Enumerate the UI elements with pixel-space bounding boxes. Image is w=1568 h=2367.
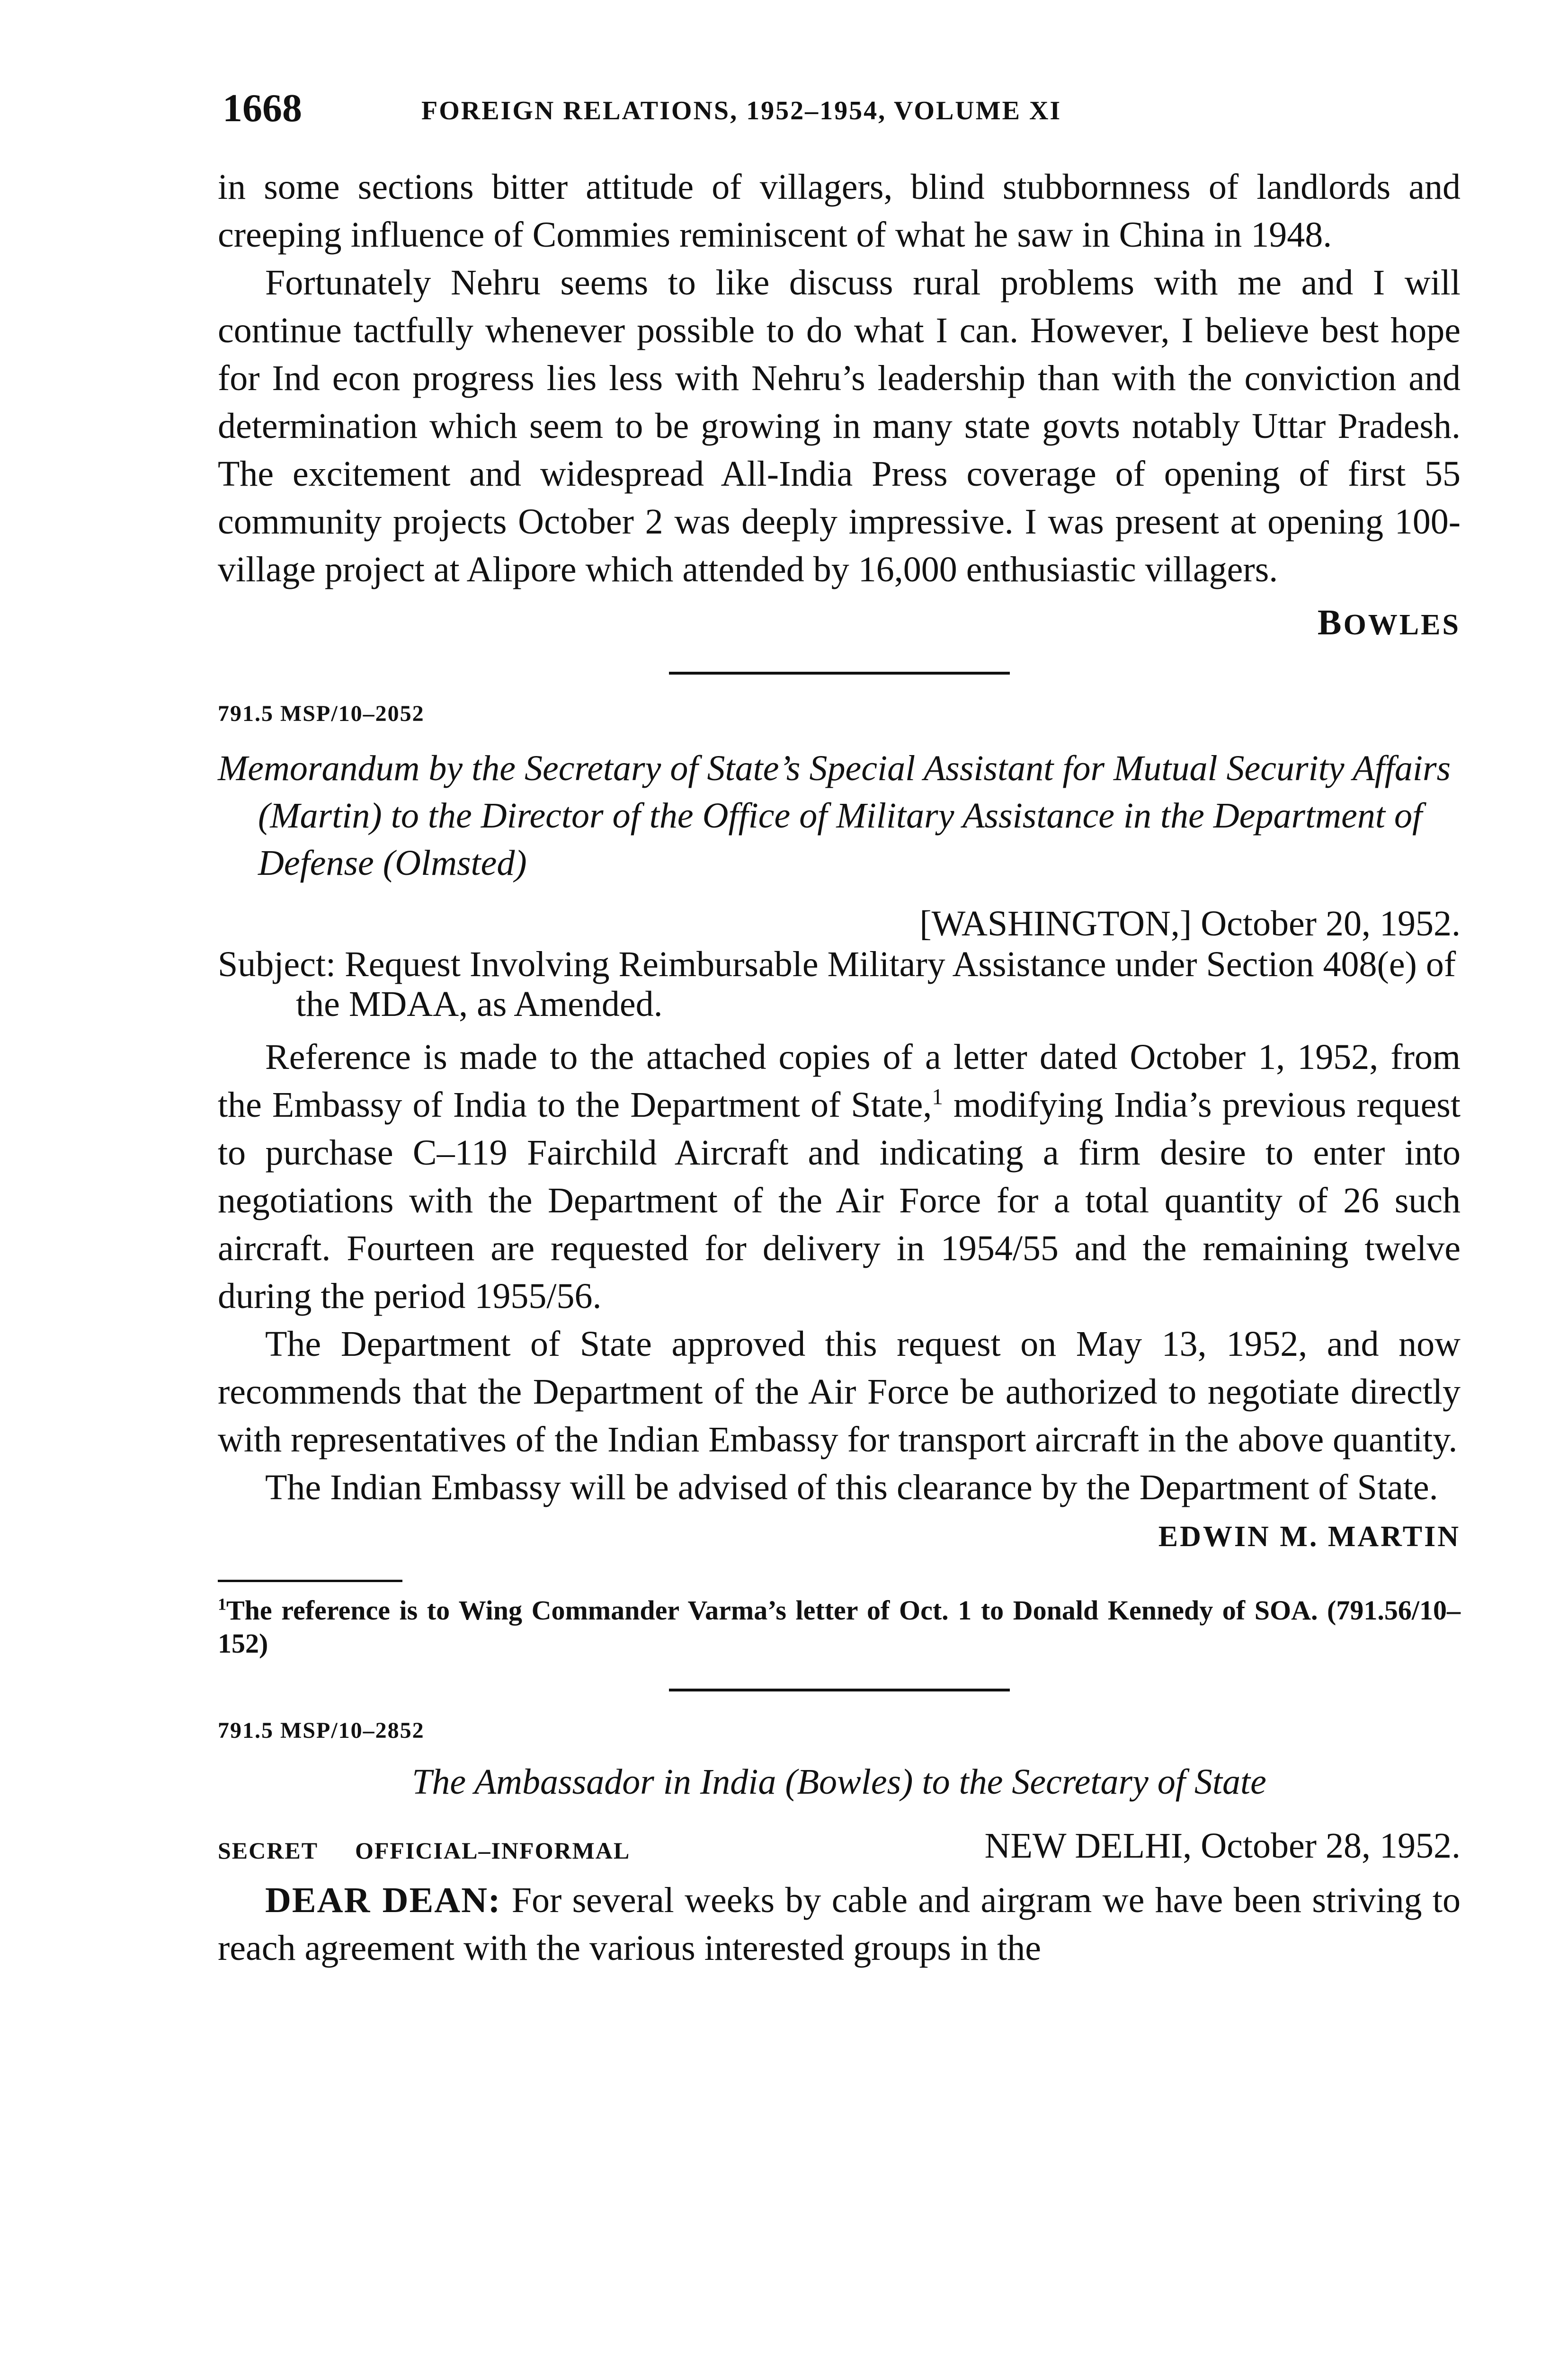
doc2-title: Memorandum by the Secretary of State’s Special Assistant for Mutual Security Affairs (Martin) to the Director of the Office of Military Assistance in the Department of Defense (Olmsted)	[218, 748, 1451, 883]
footnote-mark: 1	[218, 1594, 226, 1614]
doc2-paragraph-3: The Indian Embassy will be advised of this clearance by the Department of State.	[265, 1468, 1438, 1507]
doc3-dateline-date: October 28, 1952.	[1201, 1826, 1461, 1866]
footnote-text: The reference is to Wing Commander Varma’s letter of Oct. 1 to Donald Kennedy of SOA. (791.56/10–152)	[218, 1595, 1461, 1659]
doc3-dateline-place: NEW DELHI,	[984, 1826, 1192, 1866]
doc2-dateline-place: [WASHINGTON,]	[919, 904, 1192, 943]
footnote-reference: 1	[932, 1085, 943, 1110]
doc2-file-number: 791.5 MSP/10–2052	[218, 701, 425, 726]
doc3-classification-line	[218, 1822, 1461, 1874]
doc2-paragraph-1	[218, 1033, 1461, 1320]
doc2-paragraph-1-b: modifying India’s previous request to purchase C–119 Fairchild Aircraft and indicating a firm desire to enter into negotiations with the Department of the Air Force for a total quantity of 26 such aircraft. Fourteen are requested for delivery in 1954/55 and the remaining twelve during the period 1955/56.	[218, 1085, 1461, 1316]
doc1-paragraph-2: Fortunately Nehru seems to like discuss rural problems with me and I will continue tactfully whenever possible to do what I can. However, I believe best hope for Ind econ progress lies less with Nehru’s leadership than with the conviction and determination which seem to be growing in many state govts notably Uttar Pradesh. The excitement and widespread All-India Press coverage of opening of first 55 community projects October 2 was deeply impressive. I was present at opening 100-village project at Alipore which attended by 16,000 enthusiastic villagers.	[218, 263, 1461, 589]
doc2-subject-text: Request Involving Reimbursable Military Assistance under Section 408(e) of the MDAA, as Amended.	[296, 944, 1456, 1024]
doc1-paragraph-1: in some sections bitter attitude of villagers, blind stubbornness of landlords and creeping influence of Commies reminiscent of what he saw in China in 1948.	[218, 167, 1461, 255]
doc3-file-number: 791.5 MSP/10–2852	[218, 1718, 425, 1743]
doc2-subject-label: Subject:	[218, 944, 336, 984]
section-divider	[669, 672, 1010, 675]
doc2-dateline-date: October 20, 1952.	[1201, 904, 1461, 943]
salutation: DEAR DEAN:	[265, 1880, 501, 1920]
running-head: FOREIGN RELATIONS, 1952–1954, VOLUME XI	[421, 96, 1062, 125]
doc1-signature	[218, 602, 1461, 643]
doc1-signature-rest: OWLES	[1343, 609, 1461, 641]
doc3-dateline	[985, 1825, 1461, 1867]
doc3-paragraph-1	[218, 1877, 1461, 1972]
doc2-subject	[218, 944, 1461, 1024]
doc2-paragraph-2: The Department of State approved this request on May 13, 1952, and now recommends that the Department of the Air Force be authorized to negotiate directly with representatives of the Indian Embassy for transport aircraft in the above quantity.	[218, 1324, 1461, 1459]
handling-label: OFFICIAL–INFORMAL	[355, 1837, 631, 1864]
page-content	[218, 163, 1461, 1972]
doc2-paragraph-1-a: Reference is made to the attached copies of a letter dated October 1, 1952, from the Embassy of India to the Department of State,	[218, 1037, 1461, 1125]
classification-label: SECRET	[218, 1837, 319, 1864]
section-divider	[669, 1689, 1010, 1691]
footnote	[218, 1594, 1461, 1660]
doc3-title: The Ambassador in India (Bowles) to the Secretary of State	[412, 1762, 1266, 1802]
doc2-signature: EDWIN M. MARTIN	[1158, 1521, 1461, 1553]
doc2-dateline	[218, 903, 1461, 944]
page-number: 1668	[223, 86, 302, 130]
doc3-paragraph-1-text: For several weeks by cable and airgram we have been striving to reach agreement with the various interested groups in the	[218, 1880, 1461, 1968]
footnote-divider	[218, 1580, 402, 1582]
page-header	[223, 85, 1472, 137]
doc1-signature-initial: B	[1317, 603, 1344, 642]
